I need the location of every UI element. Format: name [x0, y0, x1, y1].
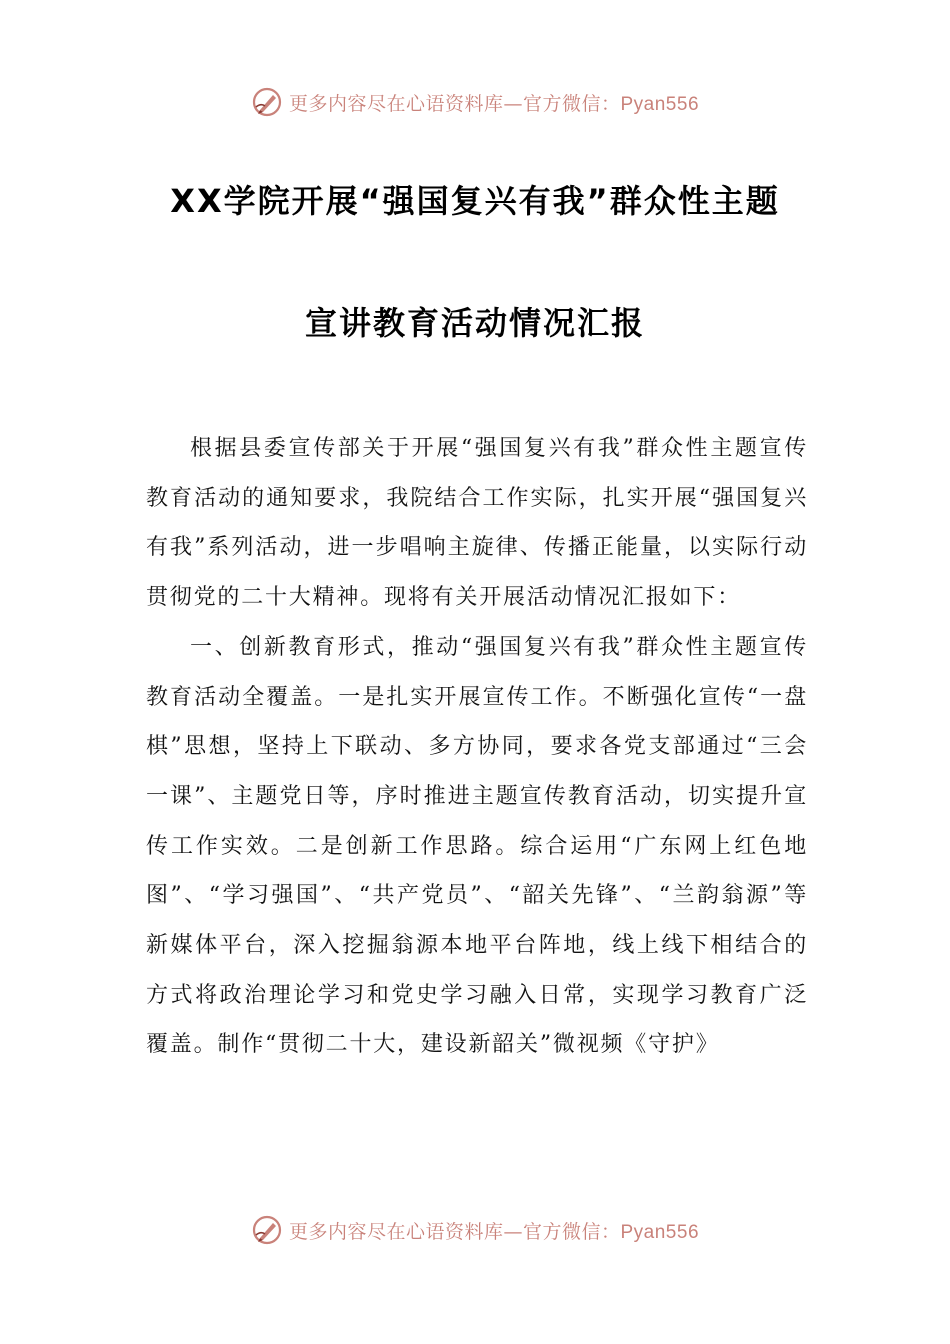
watermark-slogan: 更多内容尽在心语资料库—官方微信： [288, 1220, 621, 1243]
watermark-text [289, 89, 699, 116]
watermark-wechat-id: Pyan556 [620, 93, 700, 115]
document-title-line-2: 宣讲教育活动情况汇报 [304, 304, 645, 342]
document-title-line-1: XX学院开展“强国复兴有我”群众性主题 [170, 182, 780, 220]
pen-logo-icon [251, 86, 283, 118]
paragraph-section-1: 一、创新教育形式，推动“强国复兴有我”群众性主题宣传教育活动全覆盖。一是扎实开展宣传工作。不断强化宣传“一盘棋”思想，坚持上下联动、多方协同，要求各党支部通过“三会一课”、主题党日等，序时推进主题宣传教育活动，切实提升宣传工作实效。二是创新工作思路。综合运用“广东网上红色地图”、“学习强国”、“共产党员”、“韶关先锋”、“兰韵翁源”等新媒体平台，深入挖掘翁源本地平台阵地，线上线下相结合的方式将政治理论学习和党史学习融入日常，实现学习教育广泛覆盖。制作“贯彻二十大，建设新韶关”微视频《守护》 [146, 634, 808, 1058]
watermark-banner-top [0, 82, 950, 122]
watermark-wechat-id: Pyan556 [620, 1221, 700, 1243]
watermark-slogan: 更多内容尽在心语资料库—官方微信： [288, 92, 621, 115]
pen-logo-icon [251, 1214, 283, 1246]
watermark-banner-bottom [0, 1210, 950, 1250]
document-body [146, 424, 808, 1070]
watermark-text [289, 1217, 699, 1244]
paragraph-intro: 根据县委宣传部关于开展“强国复兴有我”群众性主题宣传教育活动的通知要求，我院结合工作实际，扎实开展“强国复兴有我”系列活动，进一步唱响主旋律、传播正能量，以实际行动贯彻党的二十大精神。现将有关开展活动情况汇报如下： [146, 436, 808, 611]
